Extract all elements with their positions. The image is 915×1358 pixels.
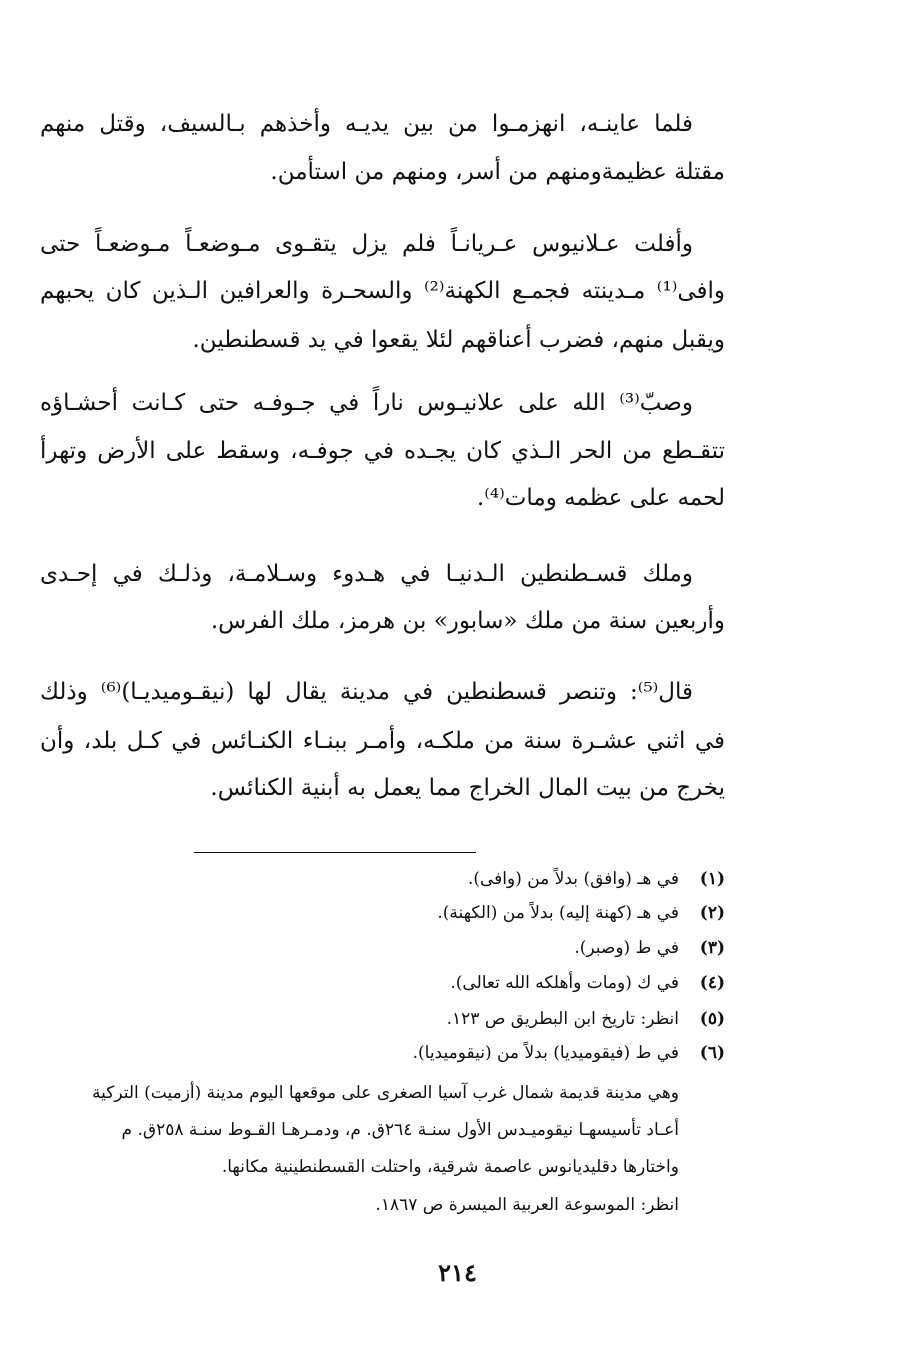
footnote-number: (٢) [699,903,725,923]
footnote-text: في ك (ومات وأهلكه الله تعالى). [450,973,679,993]
footnote-text: في هـ (كهنة إليه) بدلاً من (الكهنة). [437,903,679,923]
footnote-number: (٣) [699,938,725,958]
body-line: وملك قسـطنطين الـدنيـا في هـدوء وسـلامـة، وذلـك في إحـدى [40,561,693,587]
body-line: يخرج من بيت المال الخراج مما يعمل به أبنية الكنائس. [210,775,725,801]
footnote-continuation: وهي مدينة قديمة شمال غرب آسيا الصغرى على موقعها اليوم مدينة (أزميت) التركية [92,1083,679,1103]
body-line: لحمه على عظمه ومات⁽⁴⁾. [476,485,725,511]
footnote-text: في ط (فيقوميديا) بدلاً من (نيقوميديا). [412,1043,679,1063]
footnote [195,970,725,996]
body-line: وأفلت عـلانيوس عـريانـاً فلم يزل يتقـوى مـوضعـاً مـوضعـاً حتى [40,231,693,257]
footnote-continuation: واختارها دقليديانوس عاصمة شرقية، واحتلت القسطنطينية مكانها. [221,1157,679,1177]
footnote-number: (٥) [699,1009,725,1029]
footnote-continuation: أعـاد تأسيسهـا نيقوميـدس الأول سنـة ٢٦٤ق. م، ودمـرهـا القـوط سنـة ٢٥٨ق. م [121,1120,679,1140]
footnote [195,1040,725,1066]
body-line: تتقـطع من الحر الـذي كان يجـده في جوفـه، وسقط على الأرض وتهرأ [40,438,725,464]
body-line: وافى⁽¹⁾ مـدينته فجمـع الكهنة⁽²⁾ والسحـرة والعرافين الـذين كان يحبهم [40,278,725,304]
footnote-text: في هـ (وافق) بدلاً من (وافى). [467,869,679,889]
footnote-divider [194,852,476,853]
footnote-number: (٤) [699,973,725,993]
footnote-continuation: انظر: الموسوعة العربية الميسرة ص ١٨٦٧. [375,1195,679,1215]
footnote [195,935,725,961]
footnote [195,900,725,926]
body-line: وأربعين سنة من ملك «سابور» بن هرمز، ملك الفرس. [210,608,725,634]
body-line: مقتلة عظيمةومنهم من أسر، ومنهم من استأمن. [270,159,725,185]
footnote [195,1006,725,1032]
body-line: في اثني عشـرة سنة من ملكـه، وأمـر ببنـاء الكنـائس في كـل بلد، وأن [40,728,725,754]
footnote-text: في ط (وصبر). [574,938,679,958]
body-line: قال⁽⁵⁾: وتنصر قسطنطين في مدينة يقال لها (نيقـوميديـا)⁽⁶⁾ وذلك [40,679,693,705]
body-line: وصبّ⁽³⁾ الله على علانيـوس ناراً في جـوفـه حتى كـانت أحشـاؤه [40,390,693,416]
body-line: فلما عاينـه، انهزمـوا من بين يديـه وأخذهم بـالسيف، وقتل منهم [40,111,693,137]
footnote [195,866,725,892]
body-line: ويقبل منهم، فضرب أعناقهم لئلا يقعوا في يد قسطنطين. [192,327,725,353]
page-number: ٢١٤ [438,1258,477,1287]
footnote-number: (١) [699,869,725,889]
footnote-text: انظر: تاريخ ابن البطريق ص ١٢٣. [446,1009,679,1029]
footnote-number: (٦) [699,1043,725,1063]
